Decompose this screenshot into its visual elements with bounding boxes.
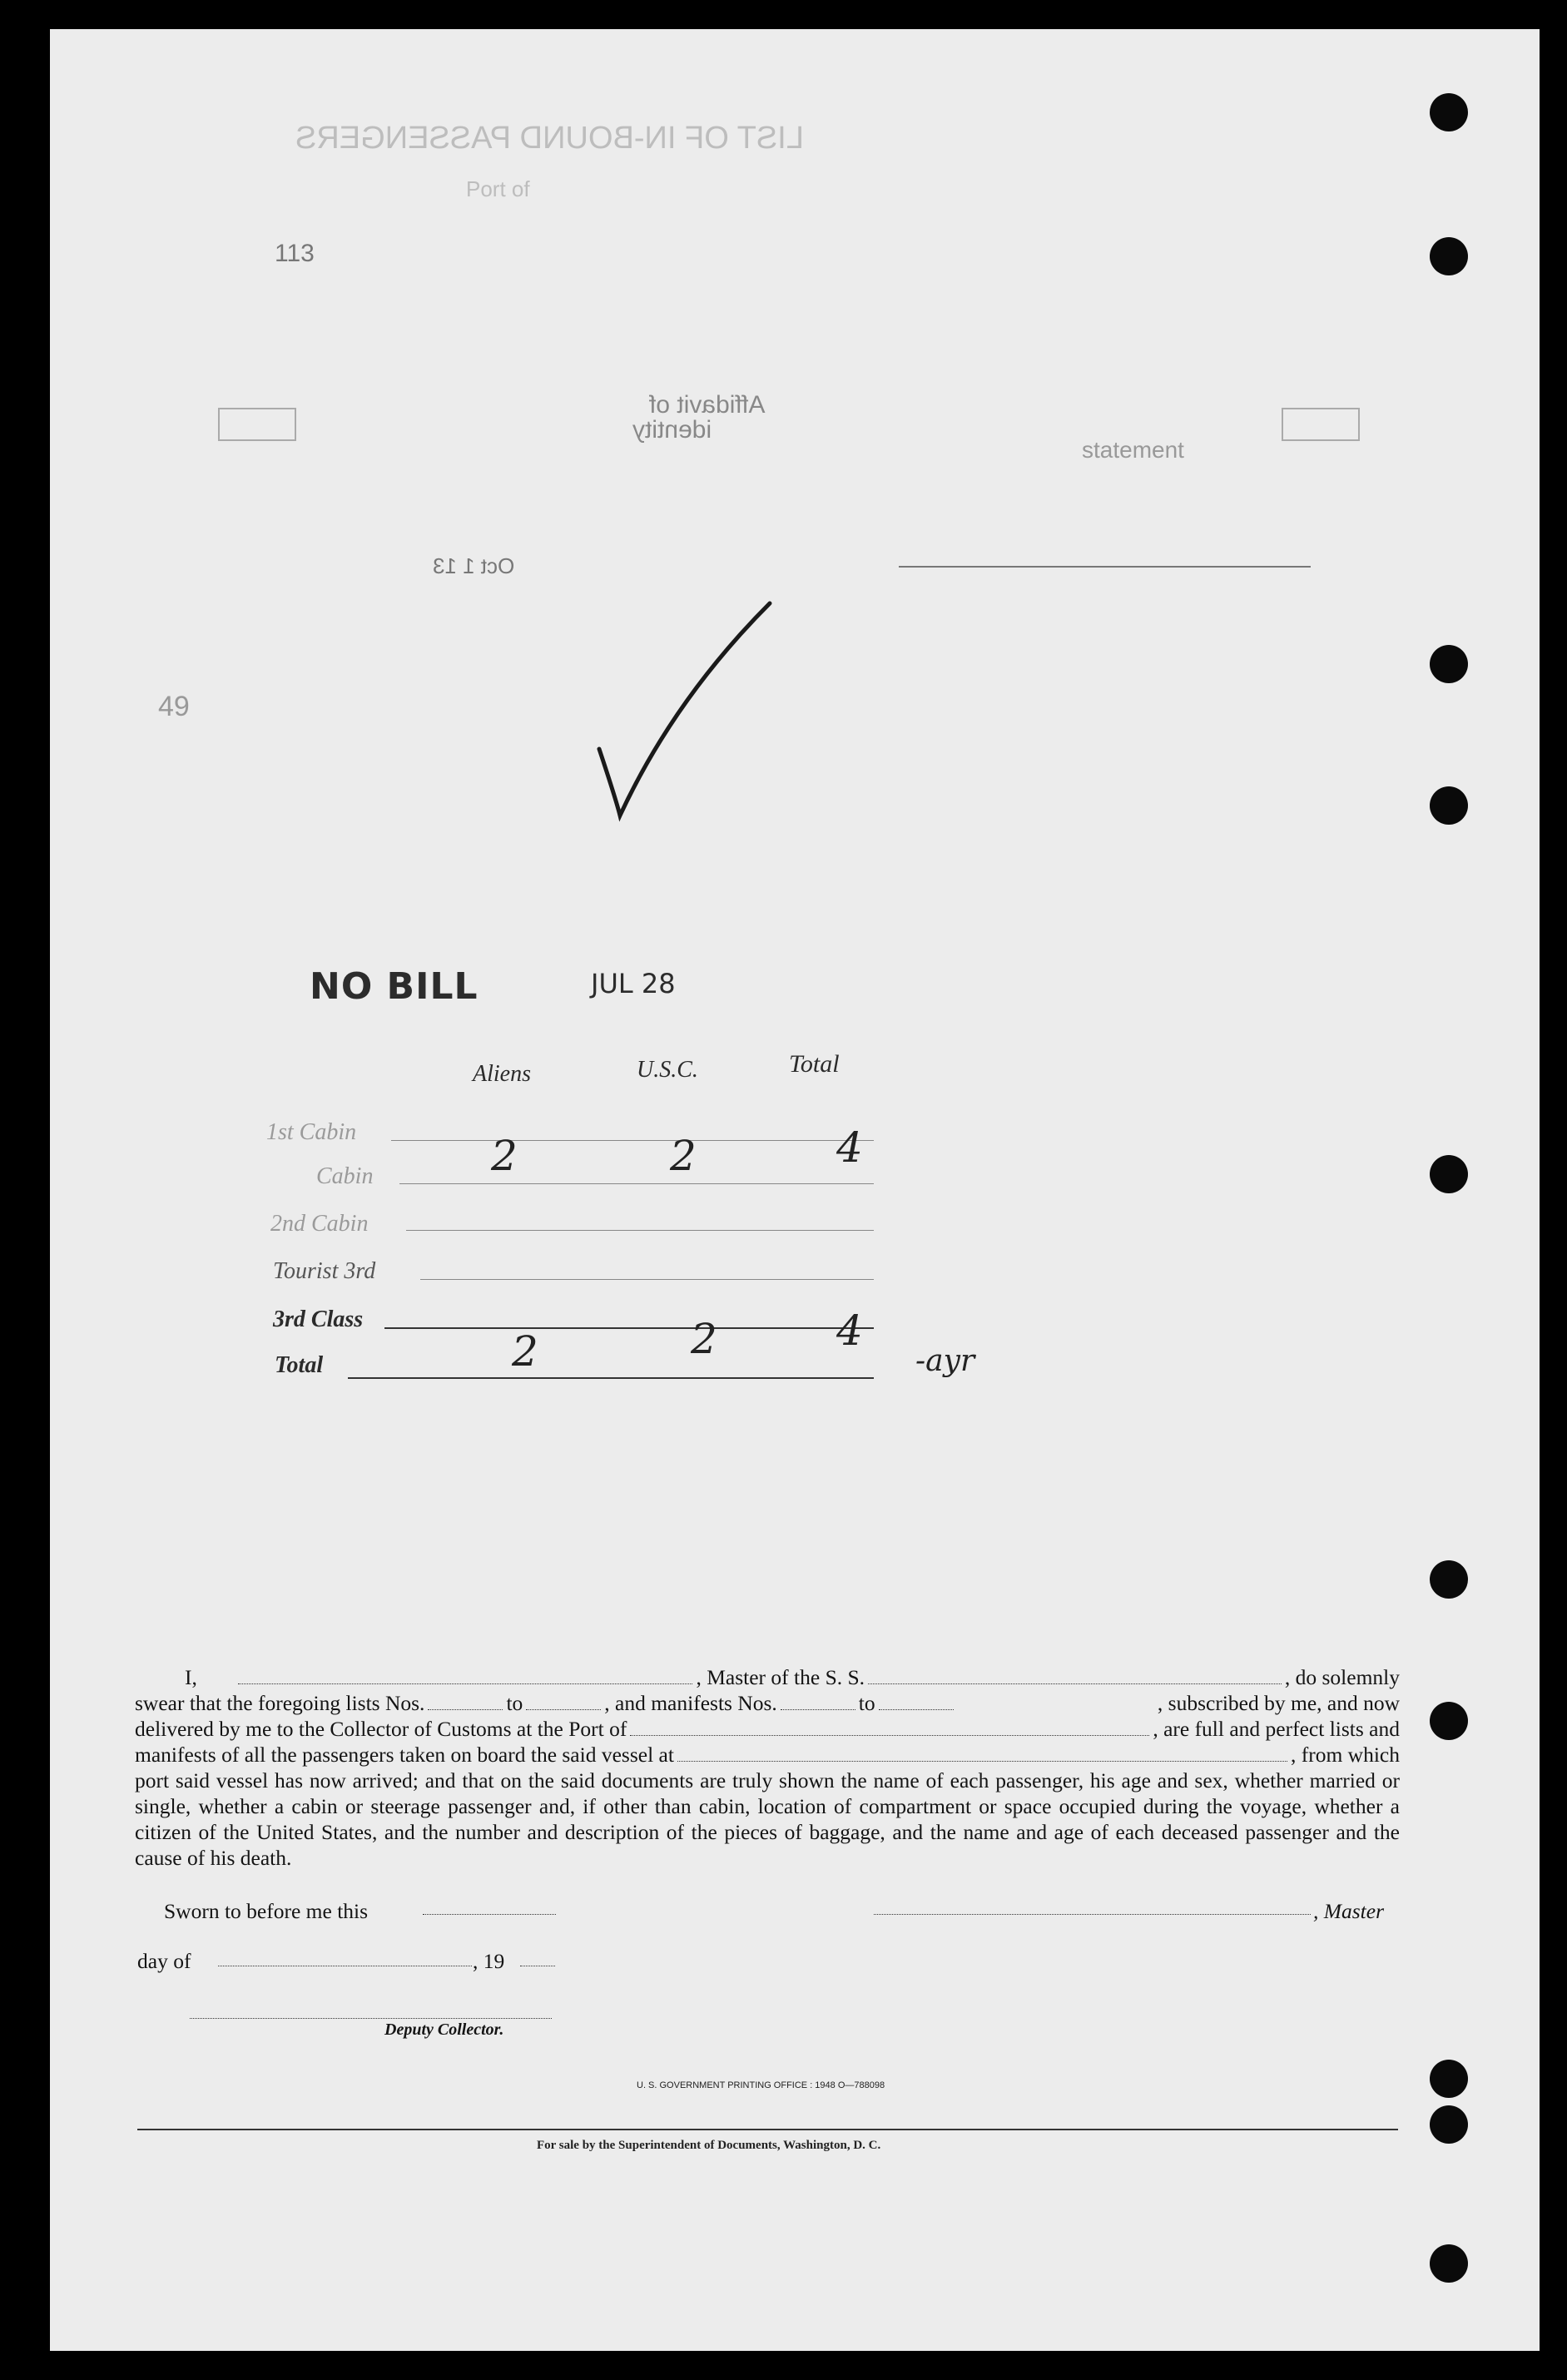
oath-text: swear that the foregoing lists Nos.	[135, 1691, 425, 1715]
oath-line-2	[135, 1690, 1400, 1716]
deputy-signature-blank	[190, 2018, 552, 2019]
tally-row-label: 2nd Cabin	[270, 1211, 369, 1237]
oath-text: port said vessel has now arrived; and that on the said documents are truly shown the name of each passenger, his age and sex, whether married or single, whether a cabin or steerage passenger and, if other than cabin, location of compartment or space occupied during the voyage, whether a citizen of the United States, and the number and description of the pieces of baggage, and the name and age of each deceased passenger and the cause of his death.	[135, 1768, 1400, 1870]
tally-cabin-aliens: 2	[491, 1132, 518, 1180]
tally-row-line	[348, 1377, 874, 1379]
tally-col-usc: U.S.C.	[637, 1057, 698, 1083]
ghost-numbers: 113	[275, 240, 315, 267]
oath-text: , are full and perfect lists and	[1153, 1717, 1400, 1741]
ghost-rule	[899, 566, 1311, 568]
port-blank	[630, 1735, 1149, 1736]
punch-hole	[1430, 93, 1468, 131]
tally-row-line	[391, 1140, 874, 1141]
master-name-blank	[238, 1683, 692, 1684]
manifest-from-blank	[781, 1709, 855, 1710]
ghost-affidavit: Affidavit of	[649, 391, 766, 419]
oath-text: to	[858, 1691, 875, 1715]
punch-hole	[1430, 2105, 1468, 2144]
oath-text: , do solemnly	[1284, 1665, 1400, 1689]
manifest-to-blank	[879, 1709, 954, 1710]
document-page	[50, 29, 1540, 2351]
printing-office-note: U. S. GOVERNMENT PRINTING OFFICE : 1948 O—788098	[637, 2080, 885, 2090]
sworn-date-blank	[423, 1914, 556, 1915]
punch-hole	[1430, 645, 1468, 683]
punch-hole	[1430, 786, 1468, 825]
tally-row-label: Tourist 3rd	[273, 1258, 376, 1284]
oath-text: delivered by me to the Collector of Customs at the Port of	[135, 1717, 627, 1741]
ghost-port-of: Port of	[466, 176, 530, 201]
punch-hole	[1430, 1702, 1468, 1740]
ghost-identity: identity	[632, 416, 712, 444]
ghost-list-title: LIST OF IN-BOUND PASSENGERS	[295, 121, 804, 156]
tally-row-line	[420, 1279, 874, 1280]
ghost-statement: statement	[1082, 437, 1184, 463]
tally-cabin-usc: 2	[670, 1132, 697, 1180]
tally-row-line	[384, 1327, 874, 1329]
punch-hole	[1430, 1155, 1468, 1193]
for-sale-note: For sale by the Superintendent of Documents, Washington, D. C.	[537, 2139, 881, 2152]
ghost-faint-number: 49	[158, 691, 190, 722]
tally-row-label: 3rd Class	[273, 1307, 364, 1332]
day-of-label: day of	[137, 1949, 191, 1973]
tally-row-line	[399, 1183, 874, 1184]
master-signature-blank	[874, 1914, 1311, 1915]
ghost-bracket-left	[218, 408, 296, 441]
punch-hole	[1430, 2060, 1468, 2098]
tally-total-usc: 2	[691, 1315, 717, 1363]
tally-row-label: Cabin	[316, 1163, 374, 1189]
stamp-date: JUL 28	[591, 968, 676, 999]
list-from-blank	[428, 1709, 503, 1710]
master-label: , Master	[1313, 1899, 1384, 1923]
tally-margin-note: -ayr	[915, 1344, 975, 1378]
vessel-name-blank	[868, 1683, 1282, 1684]
oath-text: , and manifests Nos.	[604, 1691, 777, 1715]
oath-paragraph	[135, 1664, 1400, 1871]
ghost-bracket-right	[1282, 408, 1360, 441]
tally-total-aliens: 2	[512, 1327, 538, 1376]
sworn-label: Sworn to before me this	[164, 1899, 369, 1923]
punch-hole	[1430, 237, 1468, 275]
oath-text: , from which	[1290, 1743, 1400, 1767]
footer-rule	[137, 2129, 1398, 2130]
tally-row-label: 1st Cabin	[266, 1119, 357, 1145]
oath-text: to	[506, 1691, 523, 1715]
oath-text: , Master of the S. S.	[696, 1665, 865, 1689]
punch-hole	[1430, 1560, 1468, 1599]
oath-line-4	[135, 1742, 1400, 1768]
tally-cabin-total: 4	[836, 1123, 863, 1172]
list-to-blank	[526, 1709, 601, 1710]
oath-line-3	[135, 1716, 1400, 1742]
ghost-stamp-date: Oct 1 13	[433, 553, 515, 578]
tally-total-total: 4	[836, 1307, 863, 1355]
tally-row-line	[406, 1230, 874, 1231]
deputy-collector-label: Deputy Collector.	[384, 2021, 504, 2039]
oath-text: , subscribed by me, and now	[1157, 1691, 1400, 1715]
tally-col-total: Total	[789, 1050, 840, 1078]
no-bill-stamp: NO BILL	[310, 965, 479, 1008]
tally-col-aliens: Aliens	[473, 1061, 531, 1087]
oath-line-1	[135, 1664, 1400, 1690]
punch-hole	[1430, 2244, 1468, 2283]
oath-text: manifests of all the passengers taken on board the said vessel at	[135, 1743, 674, 1767]
check-mark-icon	[583, 583, 782, 832]
departure-port-blank	[677, 1761, 1287, 1762]
oath-text: I,	[185, 1665, 197, 1689]
tally-row-label: Total	[275, 1352, 324, 1378]
year-label: , 19	[473, 1949, 505, 1973]
